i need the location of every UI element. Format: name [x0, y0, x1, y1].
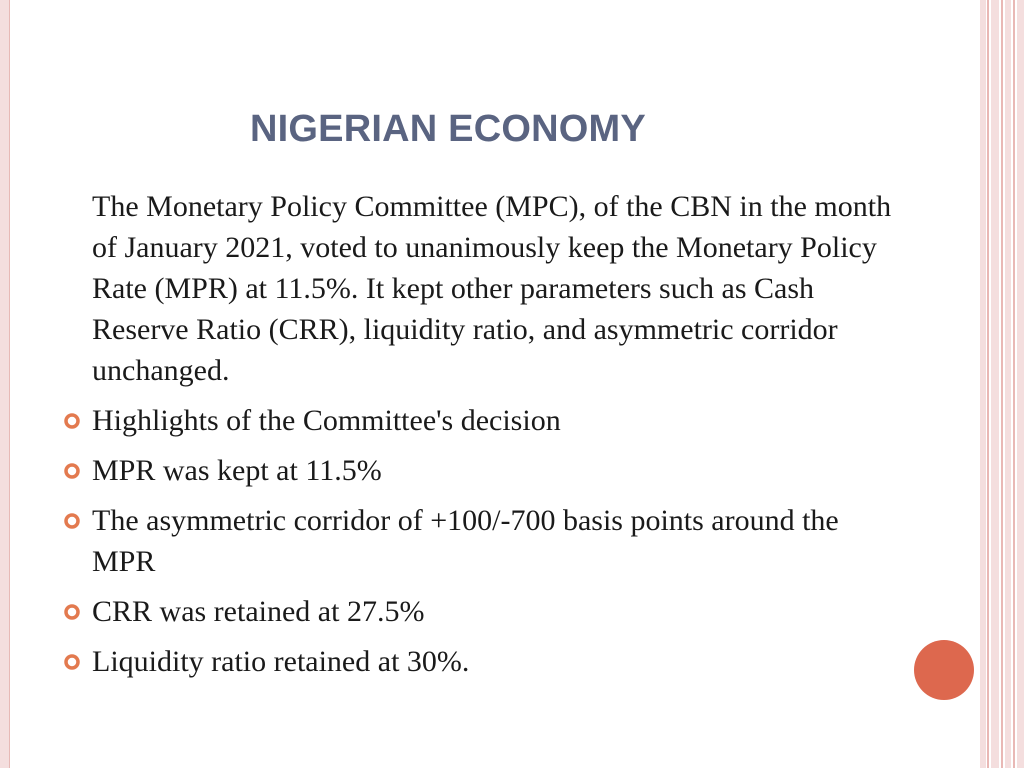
list-item — [0, 450, 900, 491]
ring-bullet-icon — [63, 462, 81, 480]
bullet-text: Liquidity ratio retained at 30%. — [92, 645, 470, 678]
list-item — [0, 591, 900, 632]
slide-title: NIGERIAN ECONOMY — [250, 108, 646, 150]
bullet-text: Highlights of the Committee's decision — [92, 404, 561, 437]
ring-bullet-icon — [63, 512, 81, 530]
intro-paragraph: The Monetary Policy Committee (MPC), of the CBN in the month of January 2021, voted to unanimously keep the Monetary Policy Rate (MPR) at 11.5%. It kept other parameters such as Cash Reserve Ratio (CRR), liquidity ratio, and asymmetric corridor unchanged. — [92, 190, 892, 387]
list-item — [0, 500, 900, 582]
bullet-text: CRR was retained at 27.5% — [92, 595, 425, 628]
bullet-text: The asymmetric corridor of +100/-700 basis points around the MPR — [92, 504, 839, 578]
bullet-text: MPR was kept at 11.5% — [92, 454, 382, 487]
bullet-list — [0, 400, 900, 691]
stripe-decoration — [1005, 0, 1011, 768]
stripe-decoration — [1017, 0, 1024, 768]
stripe-decoration — [987, 0, 989, 768]
ring-bullet-icon — [63, 653, 81, 671]
ring-bullet-icon — [63, 603, 81, 621]
stripe-decoration — [1001, 0, 1003, 768]
stripe-decoration — [980, 0, 986, 768]
stripe-decoration — [1013, 0, 1015, 768]
list-item — [0, 400, 900, 441]
list-item — [0, 641, 900, 682]
stripe-decoration — [991, 0, 999, 768]
circle-decoration — [914, 640, 974, 700]
ring-bullet-icon — [63, 412, 81, 430]
